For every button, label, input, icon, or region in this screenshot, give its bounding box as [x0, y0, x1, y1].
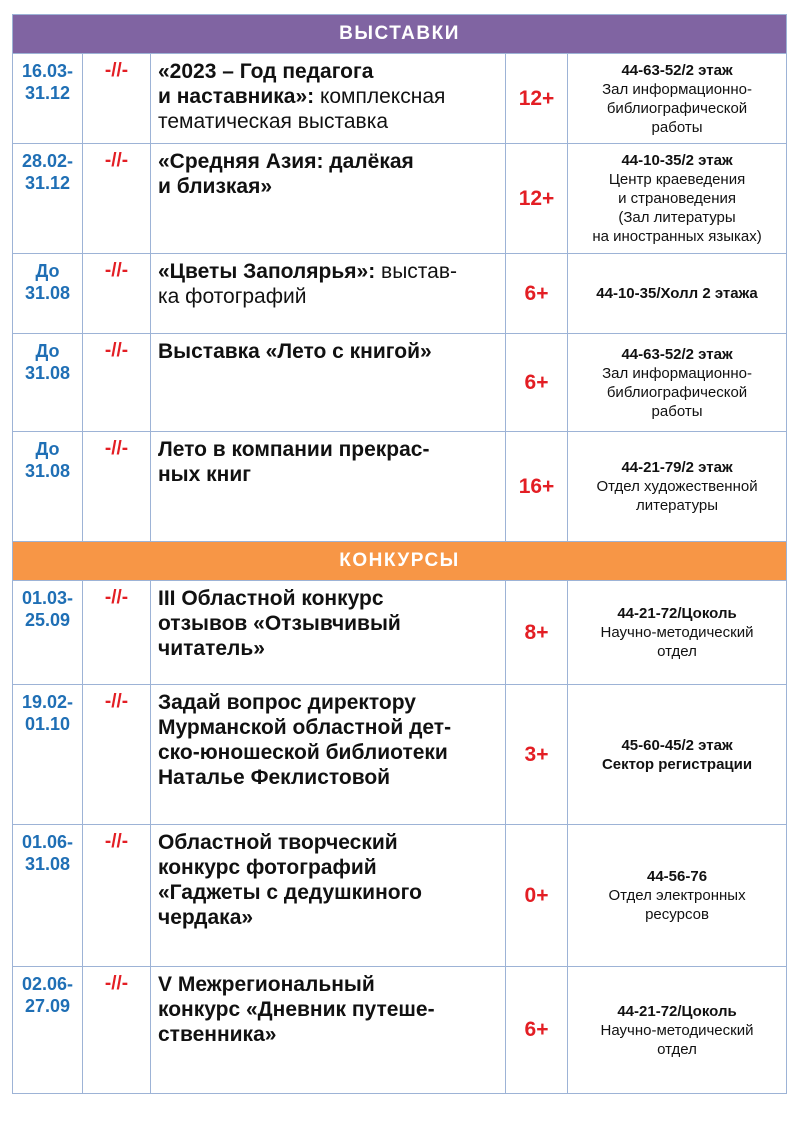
ditto-mark: -//- [83, 432, 151, 542]
ditto-mark: -//- [83, 254, 151, 334]
location-cell: 44-56-76 Отдел электронных ресурсов [568, 825, 787, 967]
ditto-mark: -//- [83, 685, 151, 825]
section-title: ВЫСТАВКИ [13, 15, 787, 54]
table-row [13, 254, 787, 334]
phone: 44-63-52/2 этаж [621, 61, 733, 79]
phone: 44-10-35/Холл 2 этажа [596, 285, 758, 302]
event-title: «Средняя Азия: далёкая и близкая» [151, 144, 506, 254]
event-title: Лето в компании прекрас- ных книг [151, 432, 506, 542]
age-rating: 6+ [506, 967, 568, 1094]
date-cell: 19.02- 01.10 [13, 685, 83, 825]
table-row [13, 581, 787, 685]
age-rating: 8+ [506, 581, 568, 685]
date-cell: До 31.08 [13, 334, 83, 432]
phone: 44-21-72/Цоколь [617, 1002, 737, 1020]
table-row [13, 825, 787, 967]
section-title: КОНКУРСЫ [13, 542, 787, 581]
age-rating: 16+ [506, 432, 568, 542]
age-rating: 6+ [506, 334, 568, 432]
date-cell: До 31.08 [13, 254, 83, 334]
table-row [13, 144, 787, 254]
section-header-exhibitions [13, 15, 787, 54]
phone: 44-21-72/Цоколь [617, 605, 737, 622]
event-title: Областной творческий конкурс фотографий «Гаджеты с дедушкиного чердака» [151, 825, 506, 967]
table-row [13, 967, 787, 1094]
events-table [12, 14, 787, 1094]
ditto-mark: -//- [83, 54, 151, 144]
location-cell: 44-21-72/Цоколь Научно-методический отдел [568, 581, 787, 685]
location-cell: 44-21-72/Цоколь Научно-методический отдел [568, 967, 787, 1094]
location-cell: 44-21-79/2 этаж Отдел художественной литературы [568, 432, 787, 542]
event-title: Выставка «Лето с книгой» [151, 334, 506, 432]
location-cell: 45-60-45/2 этаж Сектор регистрации [568, 685, 787, 825]
section-header-contests [13, 542, 787, 581]
event-title: Задай вопрос директору Мурманской областной дет- ско-юношеской библиотеки Наталье Феклистовой [151, 685, 506, 825]
event-title: V Межрегиональный конкурс «Дневник путеше- ственника» [151, 967, 506, 1094]
age-rating: 0+ [506, 825, 568, 967]
age-rating: 6+ [506, 254, 568, 334]
table-row [13, 334, 787, 432]
date-cell: 16.03- 31.12 [13, 54, 83, 144]
phone: 44-21-79/2 этаж [621, 459, 733, 476]
phone: 44-10-35/2 этаж [621, 152, 733, 169]
phone: 44-56-76 [647, 868, 708, 885]
table-row [13, 432, 787, 542]
ditto-mark: -//- [83, 825, 151, 967]
date-cell: 02.06- 27.09 [13, 967, 83, 1094]
location-cell: 44-63-52/2 этаж Зал информационно- библиографической работы [568, 54, 787, 144]
location-cell: 44-63-52/2 этаж Зал информационно- библиографической работы [568, 334, 787, 432]
event-title: «Цветы Заполярья»: выстав- ка фотографий [151, 254, 506, 334]
date-cell: 28.02- 31.12 [13, 144, 83, 254]
age-rating: 3+ [506, 685, 568, 825]
age-rating: 12+ [506, 144, 568, 254]
table-row [13, 54, 787, 144]
date-cell: 01.03- 25.09 [13, 581, 83, 685]
ditto-mark: -//- [83, 144, 151, 254]
phone: 45-60-45/2 этаж [621, 736, 733, 754]
date-cell: До 31.08 [13, 432, 83, 542]
ditto-mark: -//- [83, 334, 151, 432]
ditto-mark: -//- [83, 967, 151, 1094]
age-rating: 12+ [506, 54, 568, 144]
location-cell: 44-10-35/2 этаж Центр краеведения и страноведения (Зал литературы на иностранных языках) [568, 144, 787, 254]
ditto-mark: -//- [83, 581, 151, 685]
event-title: III Областной конкурс отзывов «Отзывчивый читатель» [151, 581, 506, 685]
date-cell: 01.06- 31.08 [13, 825, 83, 967]
phone: 44-63-52/2 этаж [621, 345, 733, 363]
table-row [13, 685, 787, 825]
location-cell [568, 254, 787, 334]
event-title: «2023 – Год педагога и наставника»: комплексная тематическая выставка [151, 54, 506, 144]
